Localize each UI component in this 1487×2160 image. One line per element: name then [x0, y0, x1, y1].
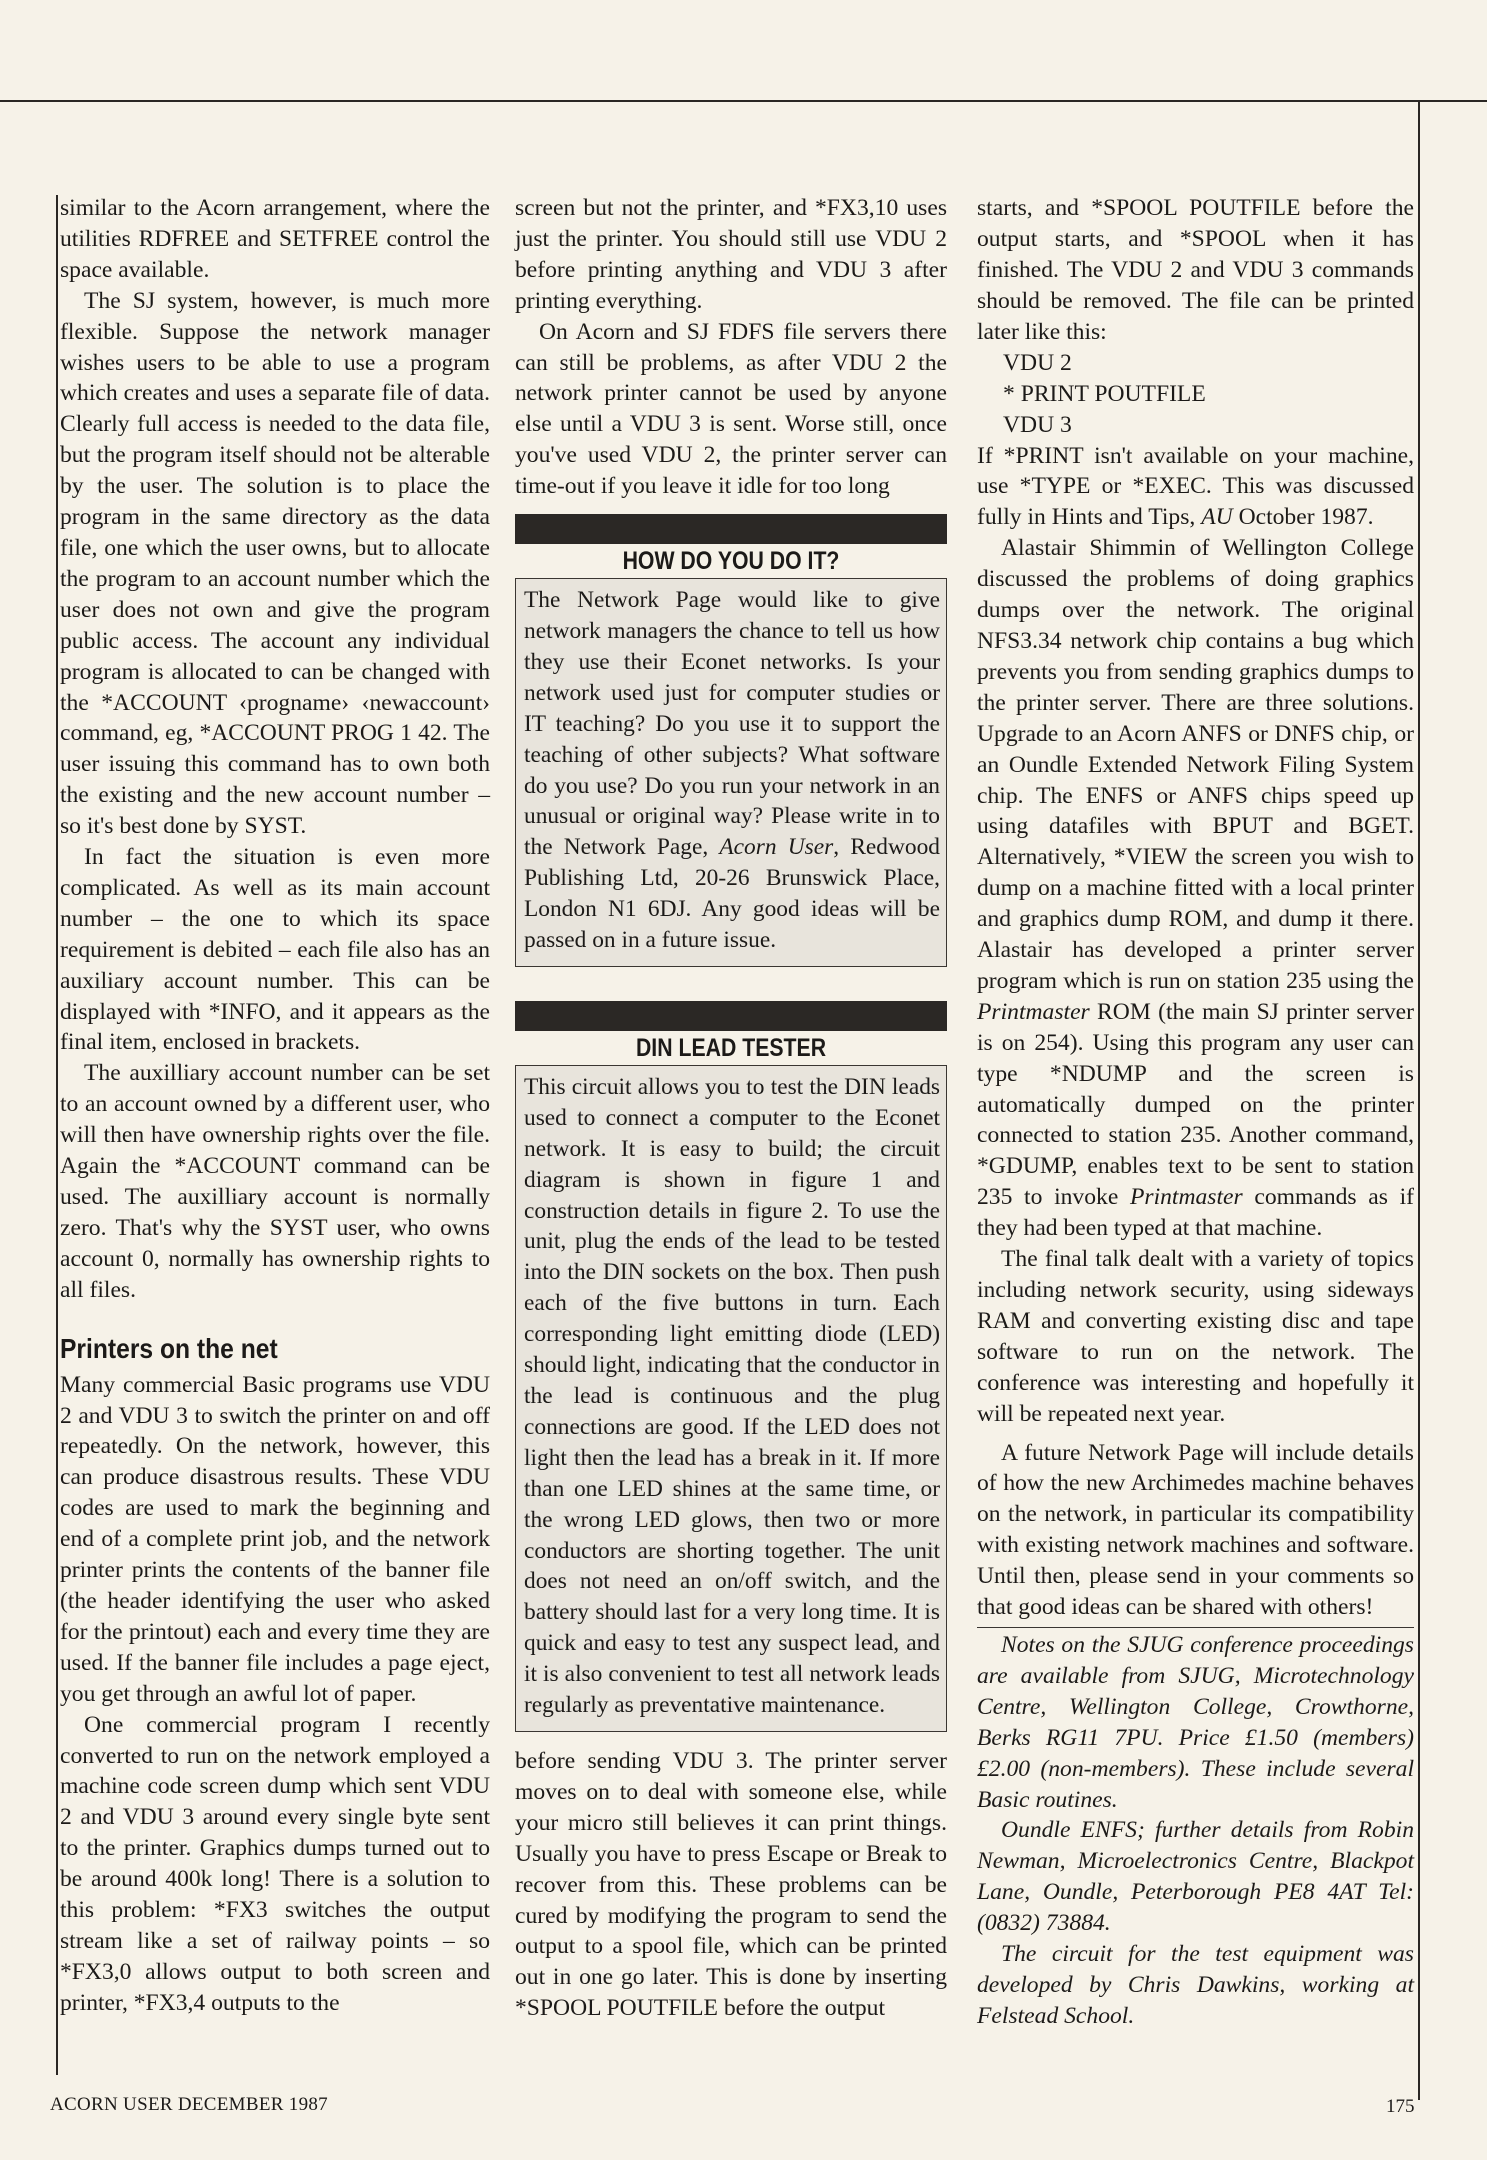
footer-magazine-issue: ACORN USER DECEMBER 1987	[50, 2094, 328, 2115]
code-listing	[977, 348, 1414, 441]
column-1	[60, 193, 490, 2019]
code-line: * PRINT POUTFILE	[1003, 380, 1206, 407]
text-run: Alastair Shimmin of Wellington College discussed the problems of doing graphics dumps over the network. The original NFS3.34 network chip contains a bug which prevents you from sending graphics dumps to the printer server. There are three solutions. Upgrade to an Acorn ANFS or DNFS chip, or an Oundle Extended Network Filing System chip. The ENFS or ANFS chips speed up using datafiles with BPUT and BGET. Alternatively, *VIEW the screen you wish to dump on a machine fitted with a local printer and graphics dump ROM, and dump it there. Alastair has developed a printer server program which is run on station 235 using the	[977, 535, 1414, 994]
box-text: The Network Page would like to give network managers the chance to tell us how they use their Econet networks. Is your network used just for computer studies or IT teaching? Do you use it to support the teaching of other subjects? What software do you use? Do you run your network in an unusual or original way? Please write in to the Network Page,	[524, 587, 940, 861]
note: Oundle ENFS; further details from Robin Newman, Microelectronics Centre, Blackpot Lane, Oundle, Peterborough PE8 4AT Tel: (0832) 73884.	[977, 1817, 1414, 1937]
product-name: Printmaster	[1129, 1184, 1243, 1211]
column-3	[977, 193, 1414, 2032]
sidebar-box-how-do-you-do-it	[515, 514, 947, 967]
box-text: , Redwood Publishing Ltd, 20-26 Brunswick Place, London N1 6DJ. Any good ideas will be passed on in a future issue.	[524, 834, 940, 954]
code-line: VDU 3	[1003, 411, 1072, 438]
box-header-bar	[515, 514, 947, 544]
box-header-bar	[515, 1001, 947, 1031]
paragraph: The SJ system, however, is much more flexible. Suppose the network manager wishes users to be able to use a program which creates and uses a separate file of data. Clearly full access is needed to the data file, but the program itself should not be alterable by the user. The solution is to place the program in the same directory as the data file, one which the user owns, but to allocate the program to an account number which the user does not own and give the program public access. The account any individual program is allocated to can be changed with the *ACCOUNT ‹progname› ‹newaccount› command, eg, *ACCOUNT PROG 1 42. The user issuing this command has to own both the existing and the new account number – so it's best done by SYST.	[60, 287, 490, 840]
paragraph: On Acorn and SJ FDFS file servers there can still be problems, as after VDU 2 the network printer cannot be used by anyone else until a VDU 3 is sent. Worse still, once you've used VDU 2, the printer server can time-out if you leave it idle for too long	[515, 318, 947, 500]
paragraph	[977, 533, 1414, 1244]
box-title: DIN LEAD TESTER	[635, 1033, 827, 1062]
box-body	[515, 578, 947, 967]
paragraph: similar to the Acorn arrangement, where the utilities RDFREE and SETFREE control the space available.	[60, 195, 490, 283]
left-column-rule	[56, 195, 58, 2075]
paragraph	[977, 441, 1414, 534]
section-heading: Printers on the net	[60, 1332, 278, 1364]
paragraph: The auxilliary account number can be set to an account owned by a different user, who will then have ownership rights over the file. Again the *ACCOUNT command can be used. The auxilliary account is normally zero. That's why the SYST user, who owns account 0, normally has ownership rights to all files.	[60, 1060, 490, 1303]
magazine-abbrev: AU	[1201, 504, 1233, 531]
text-run: October 1987.	[1238, 504, 1374, 531]
paragraph: starts, and *SPOOL POUTFILE before the output starts, and *SPOOL when it has finished. The VDU 2 and VDU 3 commands should be removed. The file can be printed later like this:	[977, 195, 1414, 345]
product-name: Printmaster	[977, 998, 1090, 1025]
notes-section	[977, 1627, 1414, 2032]
box-body: This circuit allows you to test the DIN leads used to connect a computer to the Econet network. It is easy to build; the circuit diagram is shown in figure 1 and construction details in figure 2. To use the unit, plug the ends of the lead to be tested into the DIN sockets on the box. Then push each of the five buttons in turn. Each corresponding light emitting diode (LED) should light, indicating that the conductor in the lead is continuous and the plug connections are good. If the LED does not light then the lead has a break in it. If more than one LED shines at the same time, or the wrong LED glows, then two or more conductors are shorting together. The unit does not need an on/off switch, and the battery should last for a very long time. It is quick and easy to test any suspect lead, and it is also convenient to test all network leads regularly as preventative maintenance.	[515, 1065, 947, 1732]
magazine-name: Acorn User	[719, 834, 834, 861]
paragraph: screen but not the printer, and *FX3,10 uses just the printer. You should still use VDU 2 before printing anything and VDU 3 after printing everything.	[515, 195, 947, 314]
paragraph: In fact the situation is even more complicated. As well as its main account number – the one to which its space requirement is debited – each file also has an auxiliary account number. This can be displayed with *INFO, and it appears as the final item, enclosed in brackets.	[60, 844, 490, 1056]
paragraph: The final talk dealt with a variety of topics including network security, using sideways RAM and converting existing disc and tape software to run on the network. The conference was interesting and hopefully it will be repeated next year.	[977, 1246, 1414, 1427]
paragraph: Many commercial Basic programs use VDU 2 and VDU 3 to switch the printer on and off repeatedly. On the network, however, this can produce disastrous results. These VDU codes are used to mark the beginning and end of a complete print job, and the network printer prints the contents of the banner file (the header identifying the user who asked for the printout) each and every time they are used. If the banner file includes a page eject, you get through an awful lot of paper.	[60, 1371, 490, 1707]
text-run: commands as if they had been typed at that machine.	[977, 1184, 1414, 1242]
box-title: HOW DO YOU DO IT?	[622, 547, 840, 576]
paragraph: A future Network Page will include details of how the new Archimedes machine behaves on the network, in particular its compatibility with existing network machines and software. Until then, please send in your comments so that good ideas can be shared with others!	[977, 1439, 1414, 1621]
sidebar-box-din-lead-tester	[515, 1001, 947, 1732]
note: Notes on the SJUG conference proceedings are available from SJUG, Microtechnology Centre, Wellington College, Crowthorne, Berks RG11 7PU. Price £1.50 (members) £2.00 (non-members). These include several Basic routines.	[977, 1631, 1414, 1813]
column-2	[515, 193, 947, 2024]
text-run: If *PRINT isn't available on your machine, use *TYPE or *EXEC. This was discussed fully in Hints and Tips,	[977, 442, 1414, 531]
top-rule	[0, 100, 1487, 102]
right-column-rule	[1418, 100, 1420, 2100]
page-number: 175	[1386, 2096, 1415, 2117]
paragraph: before sending VDU 3. The printer server moves on to deal with someone else, while your micro still believes it can print things. Usually you have to press Escape or Break to recover from this. These problems can be cured by modifying the program to send the output to a spool file, which can be printed out in one go later. This is done by inserting *SPOOL POUTFILE before the output	[515, 1747, 947, 2022]
text-run: ROM (the main SJ printer server is on 254). Using this program any user can type *NDUMP and the screen is automatically dumped on the printer connected to station 235. Another command, *GDUMP, enables text to be sent to station 235 to invoke	[977, 998, 1414, 1211]
paragraph: One commercial program I recently converted to run on the network employed a machine code screen dump which sent VDU 2 and VDU 3 around every single byte sent to the printer. Graphics dumps turned out to be around 400k long! There is a solution to this problem: *FX3 switches the output stream like a set of railway points – so *FX3,0 allows output to both screen and printer, *FX3,4 outputs to the	[60, 1711, 490, 2016]
code-line: VDU 2	[1003, 349, 1072, 376]
note: The circuit for the test equipment was developed by Chris Dawkins, working at Felstead School.	[977, 1941, 1414, 2029]
